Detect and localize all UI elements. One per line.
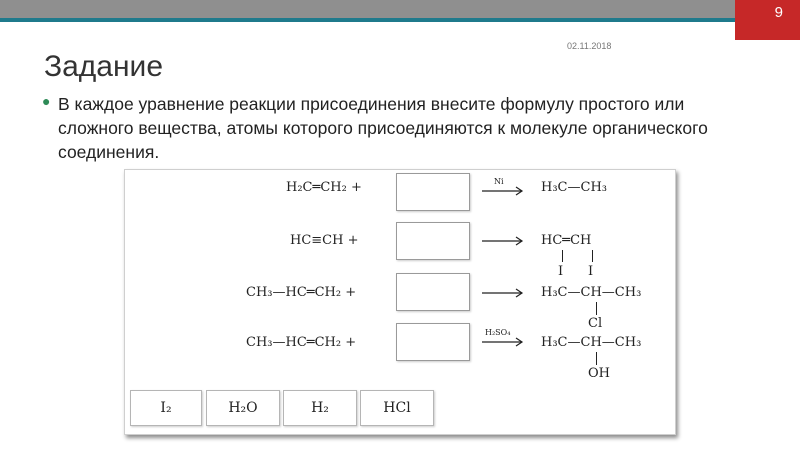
reaction-4-condition: H₂SO₄ xyxy=(485,328,511,337)
reaction-4-drop-slot[interactable] xyxy=(396,323,470,361)
reaction-3-product: H₃C—CH—CH₃ xyxy=(541,285,642,300)
reaction-2-reactant: HC≡CH + xyxy=(290,233,359,248)
bond-line xyxy=(562,250,563,262)
reaction-2-substituent-right: I xyxy=(588,264,594,279)
reaction-arrow-icon xyxy=(482,186,524,196)
task-text: В каждое уравнение реакции присоединения внесите формулу простого или сложного вещества, атомы которого присоединяются к молекуле органического соединения. xyxy=(58,94,708,162)
bond-line xyxy=(592,250,593,262)
reaction-2-substituent-left: I xyxy=(558,264,564,279)
reaction-arrow-icon xyxy=(482,337,524,347)
top-bar-accent-line xyxy=(0,18,735,22)
reaction-arrow-icon xyxy=(482,288,524,298)
reaction-4-substituent: OH xyxy=(588,366,610,381)
reaction-2-product: HC═CH xyxy=(541,233,592,248)
reaction-4-reactant: CH₃—HC═CH₂ + xyxy=(246,335,357,350)
reaction-arrow-icon xyxy=(482,236,524,246)
reaction-3-drop-slot[interactable] xyxy=(396,273,470,311)
option-card[interactable]: H₂ xyxy=(283,390,357,426)
bullet-icon: ● xyxy=(42,93,51,109)
reaction-4-product: H₃C—CH—CH₃ xyxy=(541,335,642,350)
option-card[interactable]: H₂O xyxy=(206,390,280,426)
slide-date: 02.11.2018 xyxy=(567,41,612,51)
bond-line xyxy=(596,352,597,365)
slide-number: 9 xyxy=(774,4,783,21)
reaction-1-condition: Ni xyxy=(494,177,504,186)
option-card[interactable]: I₂ xyxy=(130,390,202,426)
top-bar xyxy=(0,0,800,24)
page-title: Задание xyxy=(44,50,164,83)
reaction-1-drop-slot[interactable] xyxy=(396,173,470,211)
top-bar-gray xyxy=(0,0,735,18)
reaction-2-drop-slot[interactable] xyxy=(396,222,470,260)
reaction-3-substituent: Cl xyxy=(588,316,603,331)
bond-line xyxy=(596,302,597,315)
option-card[interactable]: HCl xyxy=(360,390,434,426)
reaction-3-reactant: CH₃—HC═CH₂ + xyxy=(246,285,357,300)
reaction-1-product: H₃C—CH₃ xyxy=(541,180,607,195)
reaction-1-reactant: H₂C═CH₂ + xyxy=(286,180,362,195)
